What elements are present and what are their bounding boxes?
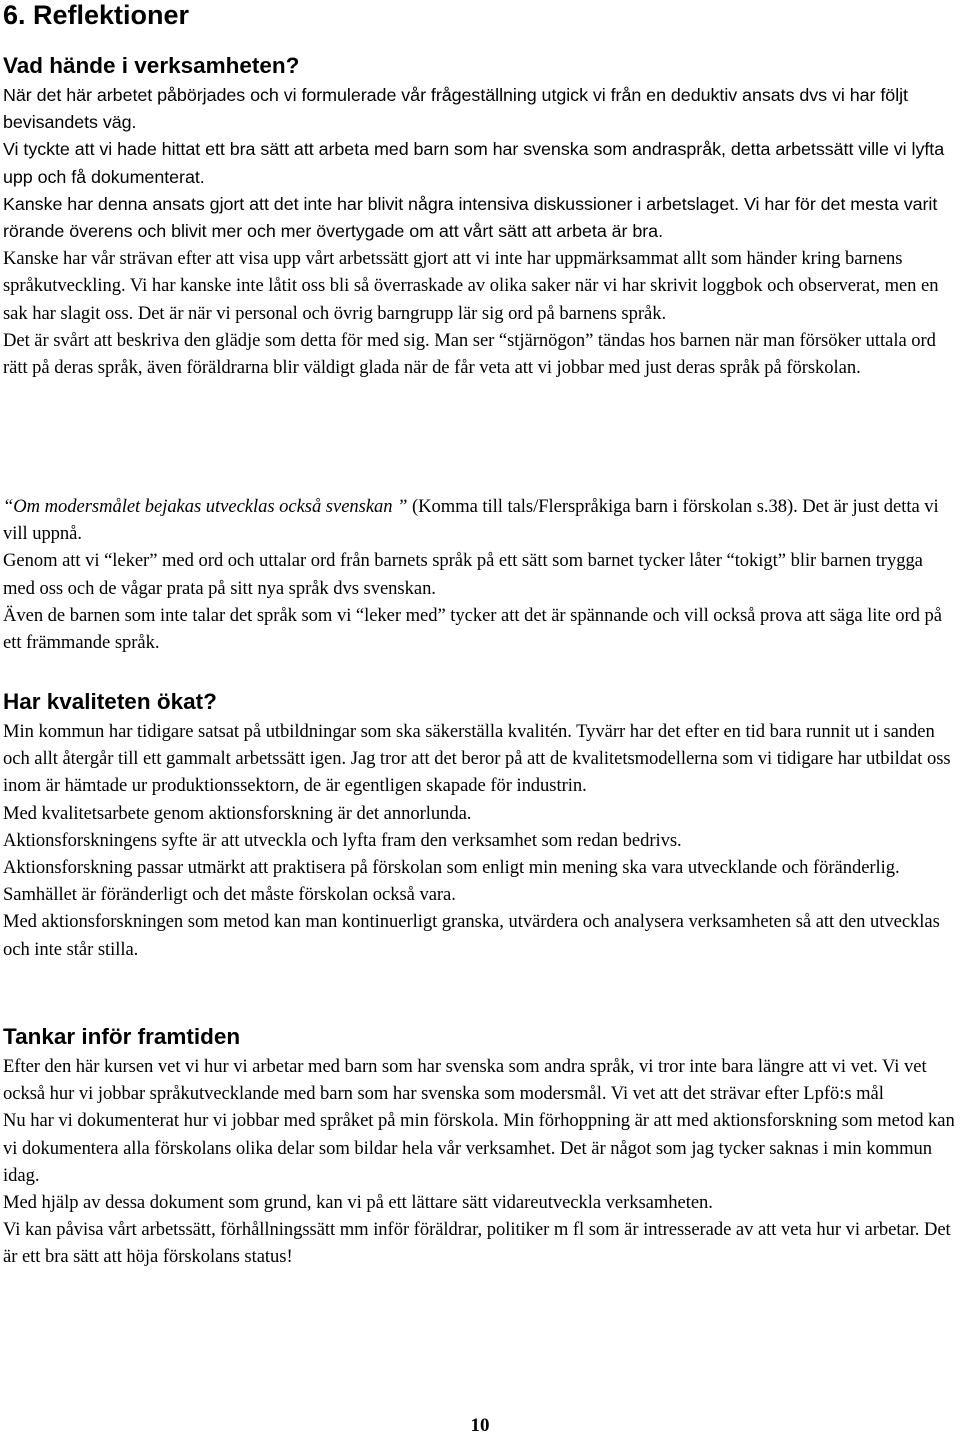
section-heading-verksamheten: Vad hände i verksamheten? — [3, 53, 300, 78]
paragraph: Med kvalitetsarbete genom aktionsforskning är det annorlunda. — [3, 802, 472, 824]
section-body-framtiden — [3, 1053, 958, 1271]
paragraph: Kanske har denna ansats gjort att det inte har blivit några intensiva diskussioner i arbetslaget. Vi har för det mesta varit rörande överens och blivit mer och mer övertygade om att vårt sätt att arbeta är bra. — [3, 193, 938, 242]
paragraph-part: Vi har kanske inte låtit oss bli så överraskade av olika saker när vi har skrivit loggbok och observerat, men en sak har slagit oss. Det är när vi personal och övrig barngrupp lär sig ord på barnens språk. — [3, 275, 939, 324]
paragraph: Efter den här kursen vet vi hur vi arbetar med barn som har svenska som andra språk, vi tror inte bara längre att vi vet. Vi vet också hur vi jobbar språkutvecklande med barn som har svenska som modersmål. Vi vet att det strävar efter Lpfö:s mål — [3, 1056, 927, 1105]
section-body-kvaliteten — [3, 718, 958, 963]
quote-paragraph — [3, 493, 958, 547]
quote-italic: “Om modersmålet bejakas utvecklas också svenskan ” — [3, 496, 408, 517]
section-heading-kvaliteten: Har kvaliteten ökat? — [3, 689, 217, 714]
paragraph: Aktionsforskningens syfte är att utveckla och lyfta fram den verksamhet som redan bedrivs. — [3, 829, 682, 851]
paragraph: Vi tyckte att vi hade hittat ett bra sätt att arbeta med barn som har svenska som andraspråk, detta arbetssätt ville vi lyfta upp och få dokumenterat. — [3, 139, 945, 187]
paragraph: Med aktionsforskningen som metod kan man kontinuerligt granska, utvärdera och analysera verksamheten så att den utvecklas och inte står stilla. — [3, 911, 940, 960]
section-body-verksamheten — [3, 82, 958, 381]
paragraph: Även de barnen som inte talar det språk som vi “leker med” tycker att det är spännande och vill också prova att säga lite ord på ett främmande språk. — [3, 604, 942, 654]
paragraph — [3, 245, 958, 327]
paragraph: Med hjälp av dessa dokument som grund, kan vi på ett lättare sätt vidareutveckla verksamheten. — [3, 1192, 713, 1214]
page-number: 10 — [470, 1415, 490, 1436]
paragraph: Nu har vi dokumenterat hur vi jobbar med språket på min förskola. Min förhoppning är att med aktionsforskning som metod kan vi dokumentera alla förskolans olika delar som bildar hela vår verksamhet. Det är något som jag tycker saknas i min kommun idag. — [3, 1110, 955, 1186]
paragraph: Genom att vi “leker” med ord och uttalar ord från barnets språk på ett sätt som barnet tycker låter “tokigt” blir barnen trygga med oss och de vågar prata på sitt nya språk dvs svenskan. — [3, 550, 923, 599]
paragraph: Min kommun har tidigare satsat på utbildningar som ska säkerställa kvalitén. Tyvärr har det efter en tid bara runnit ut i sanden och allt återgår till ett gammalt arbetssätt igen. Jag tror att det beror på att de kvalitetsmodellerna som vi tidigare har utbildat oss inom är hämtade ur produktionssektorn, de är egentligen skapade för industrin. — [3, 721, 951, 797]
paragraph: Det är svårt att beskriva den glädje som detta för med sig. Man ser “stjärnögon” tändas hos barnen när man försöker uttala ord rätt på deras språk, även föräldrarna blir väldigt glada när de får veta att vi jobbar med just deras språk på förskolan. — [3, 329, 936, 379]
paragraph-part: Kanske har vår strävan efter att visa upp vårt arbetssätt gjort att vi inte har uppmärksammat allt som händer kring barnens språkutveckling. — [3, 248, 903, 297]
quote-citation: (Komma till tals/Flerspråkiga barn i förskolan s.38). Det är just detta vi vill uppnå. — [3, 496, 939, 545]
paragraph: När det här arbetet påbörjades och vi formulerade vår frågeställning utgick vi från en deduktiv ansats dvs vi har följt bevisandets väg. — [3, 85, 908, 133]
section-body-quote — [3, 493, 958, 656]
section-heading-framtiden: Tankar inför framtiden — [3, 1024, 241, 1049]
paragraph: Aktionsforskning passar utmärkt att praktisera på förskolan som enligt min mening ska vara utvecklande och föränderlig. Samhället är föränderligt och det måste förskolan också vara. — [3, 857, 900, 906]
chapter-heading: 6. Reflektioner — [3, 0, 190, 30]
paragraph: Vi kan påvisa vårt arbetssätt, förhållningssätt mm inför föräldrar, politiker m fl som är intresserade av att veta hur vi arbetar. Det är ett bra sätt att höja förskolans status! — [3, 1219, 951, 1268]
